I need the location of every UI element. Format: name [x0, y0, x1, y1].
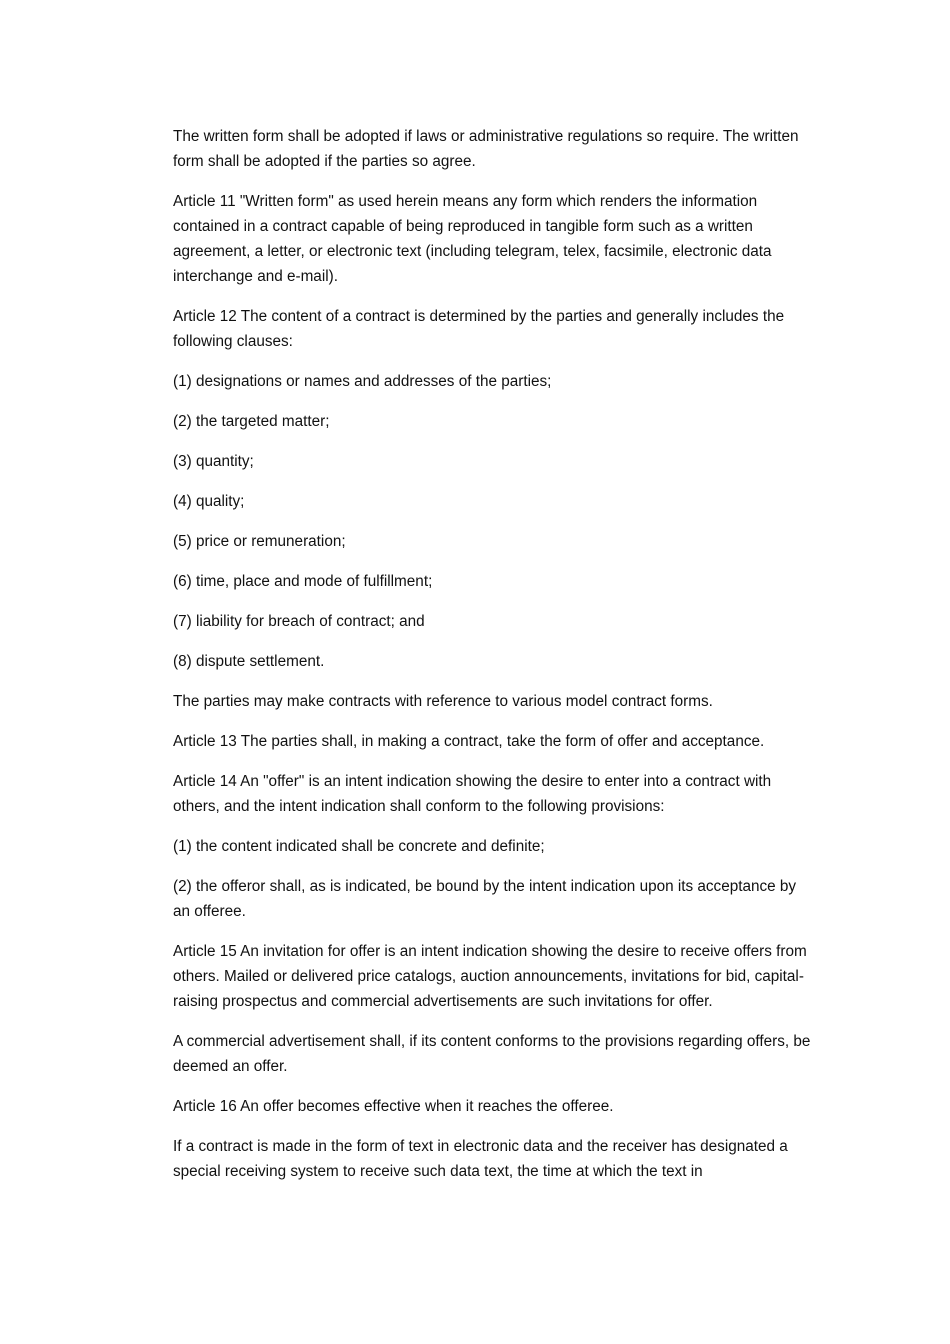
paragraph-article-13: Article 13 The parties shall, in making a contract, take the form of offer and acceptance.	[173, 733, 765, 750]
paragraph-model-contract-forms: The parties may make contracts with reference to various model contract forms.	[173, 693, 713, 710]
clause-item-4: (4) quality;	[173, 493, 245, 510]
paragraph-article-16: Article 16 An offer becomes effective when it reaches the offeree.	[173, 1098, 614, 1115]
clause-item-5: (5) price or remuneration;	[173, 533, 346, 550]
paragraph-article-14: Article 14 An "offer" is an intent indication showing the desire to enter into a contract with others, and the intent indication shall conform to the following provisions:	[173, 773, 772, 815]
clause-item-1: (1) designations or names and addresses of the parties;	[173, 373, 552, 390]
paragraph-article-11: Article 11 "Written form" as used herein means any form which renders the information contained in a contract capable of being reproduced in tangible form such as a written agreement, a letter, or electronic text (including telegram, telex, facsimile, electronic data interchange and e-mail).	[173, 193, 772, 285]
paragraph-electronic-data-text: If a contract is made in the form of text in electronic data and the receiver has designated a special receiving system to receive such data text, the time at which the text in	[173, 1138, 788, 1180]
offer-provision-1: (1) the content indicated shall be concrete and definite;	[173, 838, 545, 855]
paragraph-written-form-adoption: The written form shall be adopted if laws or administrative regulations so require. The written form shall be adopted if the parties so agree.	[173, 128, 799, 170]
paragraph-article-15: Article 15 An invitation for offer is an intent indication showing the desire to receive offers from others. Mailed or delivered price catalogs, auction announcements, invitations for bid, capital-raising prospectus and commercial advertisements are such invitations for offer.	[173, 943, 807, 1010]
offer-provision-2: (2) the offeror shall, as is indicated, be bound by the intent indication upon its acceptance by an offeree.	[173, 878, 797, 920]
clause-item-2: (2) the targeted matter;	[173, 413, 330, 430]
clause-item-7: (7) liability for breach of contract; and	[173, 613, 425, 630]
paragraph-commercial-advertisement: A commercial advertisement shall, if its content conforms to the provisions regarding offers, be deemed an offer.	[173, 1033, 811, 1075]
clause-item-3: (3) quantity;	[173, 453, 254, 470]
clause-item-6: (6) time, place and mode of fulfillment;	[173, 573, 433, 590]
paragraph-article-12: Article 12 The content of a contract is determined by the parties and generally includes the following clauses:	[173, 308, 785, 350]
document-page	[173, 124, 813, 1199]
clause-item-8: (8) dispute settlement.	[173, 653, 325, 670]
